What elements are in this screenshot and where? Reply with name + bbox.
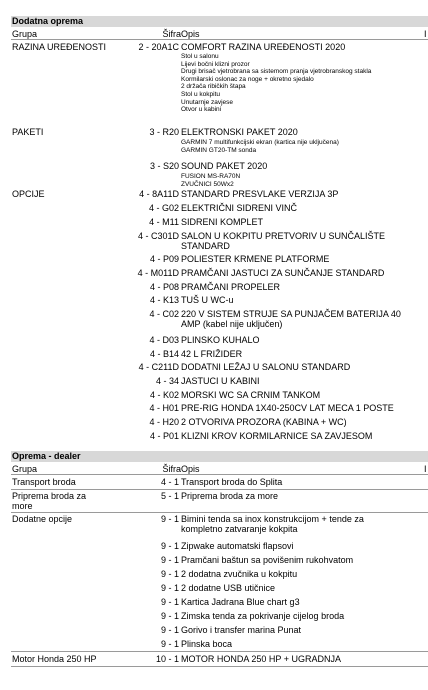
row-desc: PLINSKO KUHALO [181, 335, 260, 345]
row-desc: Bimini tenda sa inox konstrukcijom + tende za kompletno zatvaranje kokpita [181, 514, 364, 534]
table-row [0, 127, 428, 159]
row-code: 9 - 1 [160, 555, 179, 565]
row-code: 4 - H01 [149, 403, 179, 413]
row-group: Dodatne opcije [12, 514, 73, 524]
row-code: 4 - P08 [149, 282, 179, 292]
detail-line: Stol u salonu [181, 53, 219, 60]
row-code: 9 - 1 [160, 514, 179, 524]
row-code: 9 - 1 [160, 583, 179, 593]
detail-line: 2 držača ribičkih štapa [181, 83, 246, 91]
row-desc: 42 L FRIŽIDER [181, 349, 243, 359]
row-desc: 220 V SISTEM STRUJE SA PUNJAČEM BATERIJA 40 AMP (kabel nije uključen) [181, 309, 401, 329]
row-details [181, 173, 416, 188]
column-header-desc: Opis [181, 29, 200, 39]
row-code: 9 - 1 [160, 597, 179, 607]
row-desc: PRAMČANI JASTUCI ZA SUNČANJE STANDARD [181, 268, 385, 278]
row-desc: Plinska boca [181, 639, 233, 649]
row-code: 4 - C02 [149, 309, 179, 319]
row-group: OPCIJE [12, 189, 45, 199]
row-code: 4 - H20 [149, 417, 179, 427]
row-code: 9 - 1 [160, 611, 179, 621]
row-group: Transport broda [12, 477, 76, 487]
row-divider [11, 666, 428, 667]
row-code: 4 - P09 [149, 254, 179, 264]
row-desc: POLIESTER KRMENE PLATFORME [181, 254, 330, 264]
row-code: 4 - D03 [149, 335, 179, 345]
row-desc [181, 161, 416, 188]
row-code: 4 - G02 [148, 203, 179, 213]
row-desc: KLIZNI KROV KORMILARNICE SA ZAVJESOM [181, 431, 373, 441]
row-code: 4 - 8A11D [139, 189, 179, 199]
row-group: PAKETI [12, 127, 44, 137]
row-desc: TUŠ U WC-u [181, 295, 234, 305]
row-desc: DODATNI LEŽAJ U SALONU STANDARD [181, 362, 351, 372]
row-desc: Pramčani baštun sa povišenim rukohvatom [181, 555, 354, 565]
table-row [0, 42, 428, 132]
row-desc: Gorivo i transfer marina Punat [181, 625, 302, 635]
row-desc: Transport broda do Splita [181, 477, 283, 487]
row-code: 3 - R20 [149, 127, 179, 137]
row-desc [181, 42, 416, 114]
detail-line: GARMIN GT20-TM sonda [181, 146, 257, 154]
row-code: 4 - M011D [137, 268, 179, 278]
row-desc: PRAMČANI PROPELER [181, 282, 281, 292]
row-code: 4 - K13 [149, 295, 179, 305]
row-desc: PRE-RIG HONDA 1X40-250CV LAT MECA 1 POSTE [181, 403, 394, 413]
row-group: RAZINA UREĐENOSTI [12, 42, 107, 52]
column-header-code: Šifra [162, 29, 181, 39]
row-desc: Kartica Jadrana Blue chart g3 [181, 597, 300, 607]
row-divider [11, 489, 428, 490]
detail-line: Stol u kokpitu [181, 90, 221, 98]
detail-line: ZVUČNICI 50Wx2 [181, 180, 234, 188]
row-code: 4 - C301D [137, 231, 179, 241]
row-desc: STANDARD PRESVLAKE VERZIJA 3P [181, 189, 339, 199]
detail-line: Drugi brisač vjetrobrana sa sistemom pranja vjetrobranskog stakla [181, 68, 372, 76]
row-group: Motor Honda 250 HP [12, 654, 97, 664]
row-code: 4 - C211D [138, 362, 179, 372]
row-desc: MORSKI WC SA CRNIM TANKOM [181, 390, 321, 400]
row-code: 9 - 1 [160, 625, 179, 635]
row-divider [11, 512, 428, 513]
row-details [181, 53, 416, 114]
column-header-desc: Opis [181, 464, 200, 474]
section-header-oprema-dealer: Oprema - dealer [11, 451, 428, 462]
row-code: 9 - 1 [160, 569, 179, 579]
row-code: 9 - 1 [160, 541, 179, 551]
row-desc: 2 dodatne USB utičnice [181, 583, 276, 593]
row-code: 4 - P01 [149, 431, 179, 441]
row-code: 4 - M11 [149, 217, 179, 227]
row-code: 4 - K02 [149, 390, 179, 400]
row-code: 2 - 20A1C [138, 42, 179, 52]
row-desc-title: ELEKTRONSKI PAKET 2020 [181, 127, 298, 137]
row-code: 4 - B14 [149, 349, 179, 359]
column-header-cut: I [424, 29, 427, 39]
row-desc: ELEKTRIČNI SIDRENI VINČ [181, 203, 298, 213]
row-divider [11, 651, 428, 652]
row-desc-title: COMFORT RAZINA UREĐENOSTI 2020 [181, 42, 346, 52]
row-desc: Zimska tenda za pokrivanje cijelog broda [181, 611, 345, 621]
row-code: 4 - 1 [160, 477, 179, 487]
row-code: 10 - 1 [155, 654, 179, 664]
detail-line: Otvor u kabini [181, 106, 222, 114]
row-code: 5 - 1 [160, 491, 179, 501]
row-desc: 2 OTVORIVA PROZORA (KABINA + WC) [181, 417, 347, 427]
column-header-row [11, 463, 428, 475]
column-header-group: Grupa [12, 464, 38, 474]
column-header-group: Grupa [12, 29, 38, 39]
detail-line: FUSION MS-RA70N [181, 173, 241, 180]
column-header-row [11, 28, 428, 40]
row-desc: SIDRENI KOMPLET [181, 217, 264, 227]
column-header-cut: I [424, 464, 427, 474]
column-header-code: Šifra [162, 464, 181, 474]
row-desc: JASTUCI U KABINI [181, 376, 260, 386]
row-desc-title: SOUND PAKET 2020 [181, 161, 268, 171]
detail-line: Unutarnje zavjese [181, 98, 234, 106]
section-header-dodatna-oprema: Dodatna oprema [11, 16, 428, 27]
row-desc: SALON U KOKPITU PRETVORIV U SUNČALIŠTE STANDARD [181, 231, 386, 251]
row-desc: Priprema broda za more [181, 491, 279, 501]
row-group: Priprema broda za more [12, 491, 87, 511]
detail-line: GARMIN 7 multifunkcijski ekran (kartica nije uključena) [181, 139, 339, 146]
row-desc: MOTOR HONDA 250 HP + UGRADNJA [181, 654, 341, 664]
row-desc: Zipwake automatski flapsovi [181, 541, 294, 551]
row-desc [181, 127, 416, 154]
row-code: 3 - S20 [149, 161, 179, 171]
row-desc: 2 dodatna zvučnika u kokpitu [181, 569, 298, 579]
row-code: 9 - 1 [160, 639, 179, 649]
detail-line: Kormilarski oslonac za noge + okretno sjedalo [181, 75, 314, 83]
row-details [181, 139, 416, 154]
row-code: 4 - 34 [155, 376, 179, 386]
table-row [0, 161, 428, 191]
detail-line: Lijevi bočni klizni prozor [181, 60, 250, 68]
